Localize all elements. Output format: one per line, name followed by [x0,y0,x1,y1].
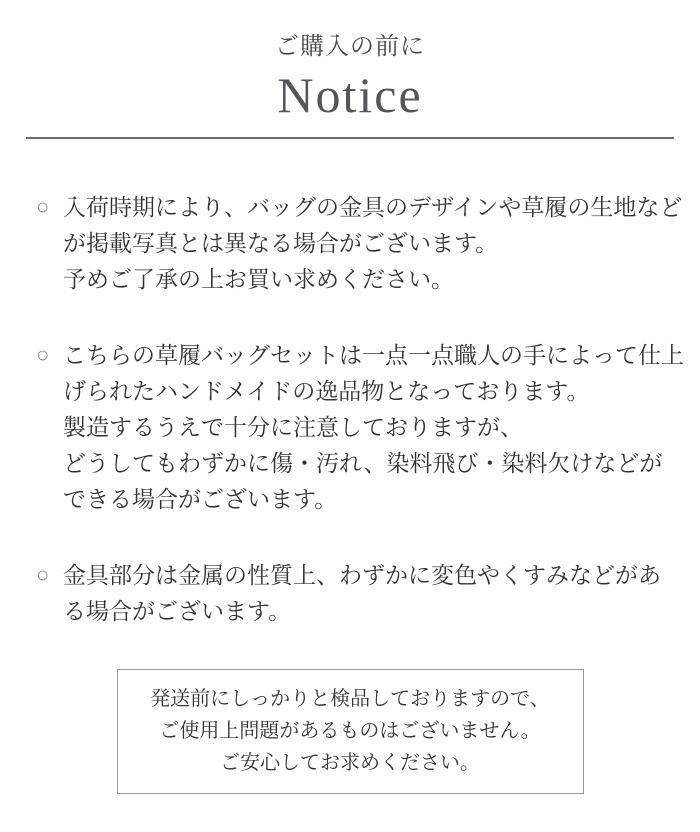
notice-line: できる場合がございます。 [63,485,338,512]
notice-text [63,189,682,297]
circle-bullet-icon: ○ [36,193,50,219]
notice-text [63,337,684,517]
assurance-line: ご使用上問題があるものはございません。 [159,719,541,742]
assurance-line: 発送前にしっかりと検品しておりますので、 [150,687,550,710]
notice-text [63,557,676,629]
notice-line: 予めご了承の上お買い求めください。 [63,265,454,292]
page-header [0,0,700,123]
assurance-line: ご安心してお求めください。 [220,751,480,774]
notice-item [36,557,676,629]
notice-line: どうしてもわずかに傷・汚れ、染料飛び・染料欠けなどが [63,449,663,476]
notice-list [0,139,700,629]
circle-bullet-icon: ○ [36,341,50,367]
notice-item [36,189,683,297]
circle-bullet-icon: ○ [36,561,50,587]
notice-line: げられたハンドメイドの逸品物となっております。 [63,377,590,404]
notice-line: 入荷時期により、バッグの金具のデザインや草履の生地など [63,193,683,220]
notice-line: る場合がございます。 [63,597,292,624]
notice-item [36,337,684,517]
header-subtitle: ご購入の前に [275,34,425,60]
notice-line: 金具部分は金属の性質上、わずかに変色やくすみなどがあ [63,561,661,588]
notice-line: こちらの草履バッグセットは一点一点職人の手によって仕上 [63,341,684,368]
inspection-assurance-box [117,669,584,794]
page-title: Notice [277,66,423,123]
notice-line: が掲載写真とは異なる場合がございます。 [63,229,499,256]
notice-line: 製造するうえで十分に注意しておりますが、 [63,413,523,440]
